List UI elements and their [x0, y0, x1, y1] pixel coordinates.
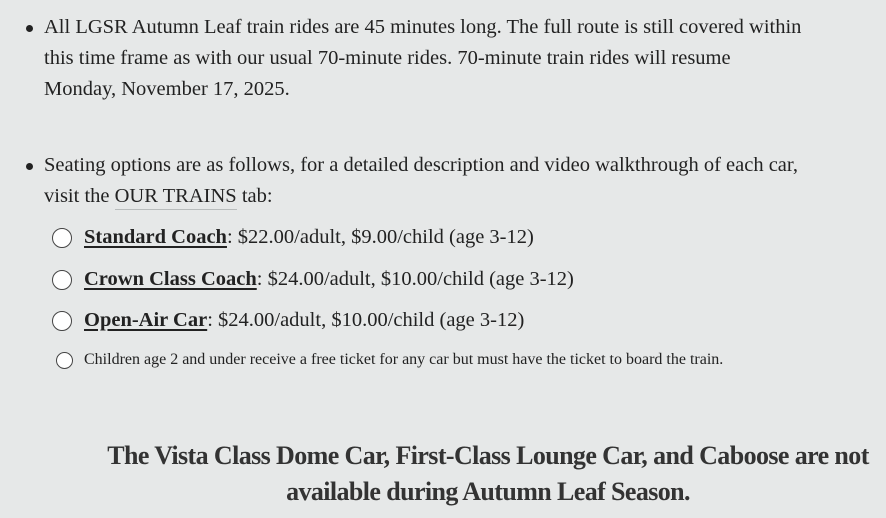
seating-line-2 [44, 181, 886, 212]
option-name: Open-Air Car [84, 309, 208, 331]
option-price: : $22.00/adult, $9.00/child (age 3-12) [226, 226, 534, 248]
option-price: : $24.00/adult, $10.00/child (age 3-12) [256, 268, 574, 290]
unavailable-cars-notice [90, 438, 886, 510]
ride-length-line-1: All LGSR Autumn Leaf train rides are 45 minutes long. The full route is still covered within [44, 16, 802, 38]
our-trains-link[interactable]: OUR TRAINS [115, 185, 237, 210]
ride-length-line-2: this time frame as with our usual 70-minute rides. 70-minute train rides will resume [44, 47, 731, 69]
seating-line-1: Seating options are as follows, for a detailed description and video walkthrough of each car, [44, 154, 799, 176]
bullet-dot [26, 25, 33, 32]
radio-button[interactable] [52, 311, 72, 331]
notice-line-2: available during Autumn Leaf Season. [286, 477, 690, 506]
bullet-dot [26, 163, 33, 170]
radio-button[interactable] [52, 228, 72, 248]
option-name: Crown Class Coach [84, 268, 257, 290]
seating-suffix: tab: [236, 185, 273, 207]
seating-text [44, 150, 886, 212]
option-price: : $24.00/adult, $10.00/child (age 3-12) [207, 309, 525, 331]
radio-button[interactable] [56, 352, 73, 369]
ride-length-line-3: Monday, November 17, 2025. [44, 78, 290, 100]
seating-prefix: visit the [44, 185, 115, 207]
children-note-text: Children age 2 and under receive a free ticket for any car but must have the ticket to board the train. [84, 351, 724, 368]
radio-button[interactable] [52, 270, 72, 290]
option-name: Standard Coach [84, 226, 227, 248]
ride-length-text [44, 12, 886, 105]
notice-line-1: The Vista Class Dome Car, First-Class Lounge Car, and Caboose are not [107, 441, 869, 470]
